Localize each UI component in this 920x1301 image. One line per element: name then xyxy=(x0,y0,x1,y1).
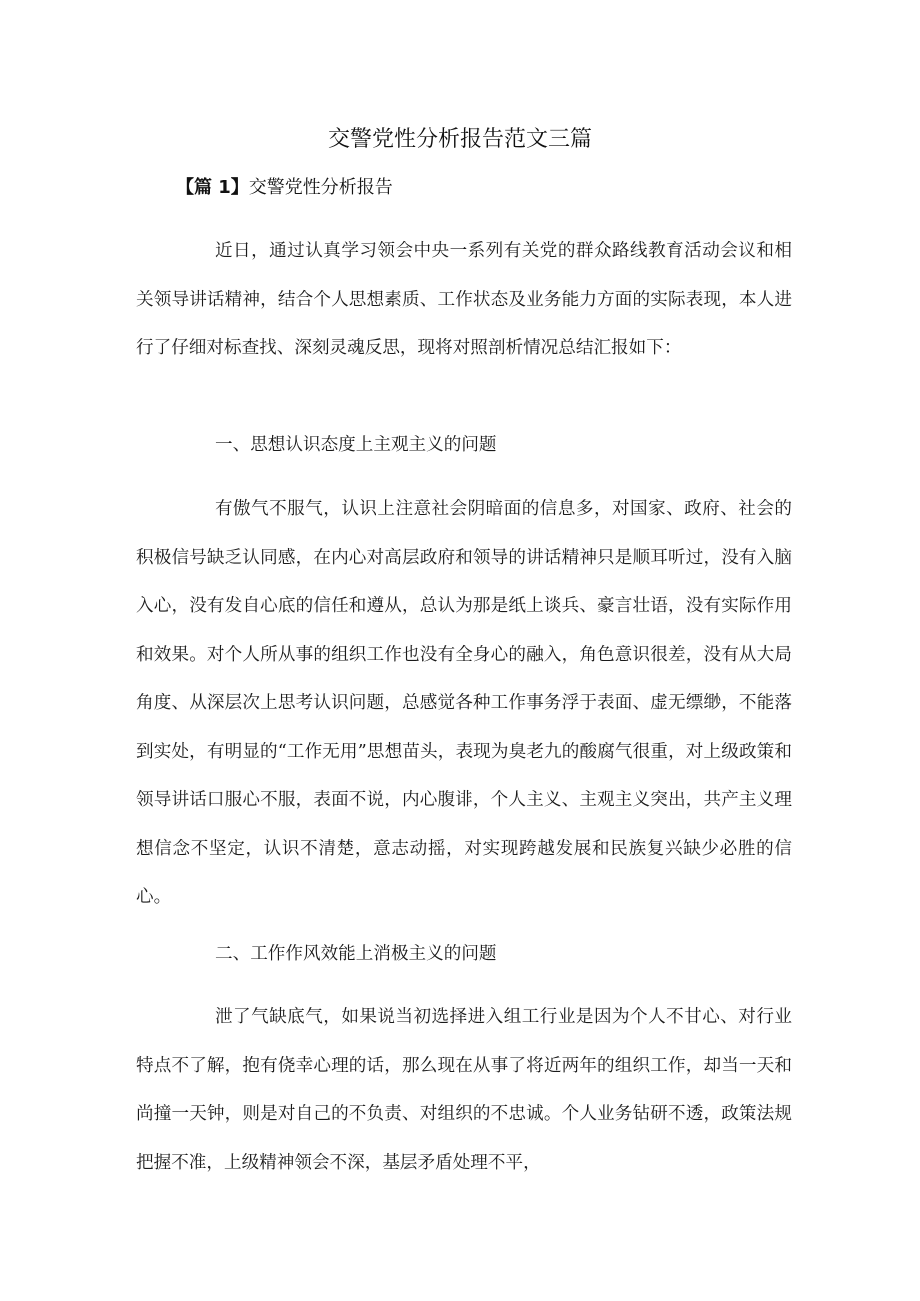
subheading-2: 二、工作作风效能上消极主义的问题 xyxy=(215,944,497,964)
document-title: 交警党性分析报告范文三篇 xyxy=(327,127,592,152)
section-heading-text: 交警党性分析报告 xyxy=(248,177,393,198)
paragraph-intro: 近日，通过认真学习领会中央一系列有关党的群众路线教育活动会议和相关领导讲话精神，结合个人思想素质、工作状态及业务能力方面的实际表现，本人进行了仔细对标查找、深刻灵魂反思，现将对照剖析情况总结汇报如下： xyxy=(136,241,792,358)
paragraph-2: 泄了气缺底气，如果说当初选择进入组工行业是因为个人不甘心、对行业特点不了解，抱有侥幸心理的话，那么现在从事了将近两年的组织工作，却当一天和尚撞一天钟，则是对自己的不负责、对组织的不忠诚。个人业务钻研不透，政策法规把握不准，上级精神领会不深，基层矛盾处理不平， xyxy=(136,1007,792,1173)
subheading-1: 一、思想认识态度上主观主义的问题 xyxy=(215,435,497,455)
section-heading xyxy=(176,174,393,202)
section-number-label: 【篇 1】 xyxy=(176,177,249,198)
paragraph-1: 有傲气不服气，认识上注意社会阴暗面的信息多，对国家、政府、社会的积极信号缺乏认同感，在内心对高层政府和领导的讲话精神只是顺耳听过，没有入脑入心，没有发自心底的信任和遵从，总认为那是纸上谈兵、豪言壮语，没有实际作用和效果。对个人所从事的组织工作也没有全身心的融入，角色意识很差，没有从大局角度、从深层次上思考认识问题，总感觉各种工作事务浮于表面、虚无缥缈，不能落到实处，有明显的“工作无用”思想苗头，表现为臭老九的酸腐气很重，对上级政策和领导讲话口服心不服，表面不说，内心腹诽，个人主义、主观主义突出，共产主义理想信念不坚定，认识不清楚，意志动摇，对实现跨越发展和民族复兴缺少必胜的信心。 xyxy=(136,499,792,907)
